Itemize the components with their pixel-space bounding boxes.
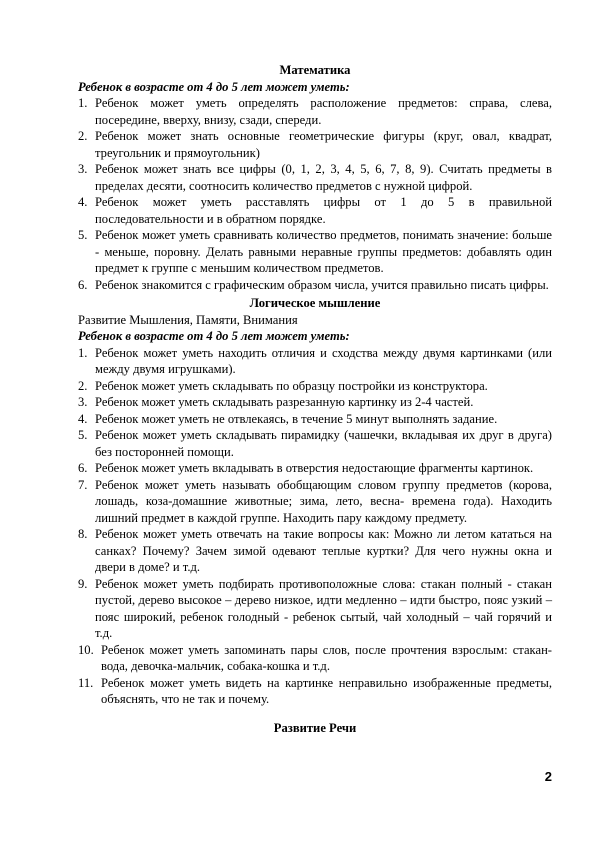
list-item-number: 6. [78,277,88,292]
logic-list-item [78,460,552,477]
logic-list-item [78,427,552,460]
math-list-item [78,161,552,194]
list-item-number: 10. [78,642,94,657]
list-item-number: 2. [78,129,88,143]
math-list-item [78,277,552,294]
list-item-number: 5. [78,428,88,442]
logic-list-item [78,526,552,576]
list-item-text: Ребенок может уметь складывать по образцу постройки из конструктора. [95,378,488,393]
list-item-number: 7. [78,477,88,492]
list-item-text: Ребенок может знать основные геометрические фигуры (круг, овал, квадрат, треугольник и прямоугольник) [95,129,552,160]
list-item-number: 9. [78,576,88,591]
logic-list-item [78,411,552,428]
list-item-text: Ребенок может уметь складывать пирамидку (чашечки, вкладывая их друг в друга) без посторонней помощи. [95,428,552,459]
list-item-text: Ребенок может уметь видеть на картинке неправильно изображенные предметы, объяснять, что не так и почему. [101,675,552,706]
logic-list-item [78,477,552,527]
logic-list-item [78,394,552,411]
list-item-text: Ребенок может уметь называть обобщающим словом группу предметов (корова, лошадь, коза-домашние животные; зима, лето, весна- времена года). Находить лишний предмет в каждой группе. Находить пару каждому предмету. [95,477,552,525]
list-item-number: 8. [78,527,88,541]
list-item-text: Ребенок может знать все цифры (0, 1, 2, 3, 4, 5, 6, 7, 8, 9). Считать предметы в пределах десяти, соотносить количество предметов с нужной цифрой. [95,162,552,193]
list-item-text: Ребенок может уметь запоминать пары слов, после прочтения взрослым: стакан-вода, девочка-мальчик, собака-кошка и т.д. [101,642,552,673]
logic-list-item [78,345,552,378]
list-item-number: 3. [78,162,88,176]
list-item-number: 3. [78,395,88,409]
math-list-item [78,227,552,277]
list-item-number: 6. [78,461,88,475]
math-subtitle: Ребенок в возрасте от 4 до 5 лет может уметь: [78,79,350,94]
list-item-text: Ребенок может уметь определять расположение предметов: справа, слева, посередине, вверху, внизу, сзади, спереди. [95,96,552,127]
math-list-item [78,128,552,161]
logic-intro: Развитие Мышления, Памяти, Внимания [78,312,298,327]
list-item-number: 11. [78,675,94,690]
logic-title: Логическое мышление [249,296,381,310]
list-item-text: Ребенок может уметь складывать разрезанную картинку из 2-4 частей. [95,395,474,409]
list-item-text: Ребенок может уметь сравнивать количество предметов, понимать значение: больше - меньше, поровну. Делать равными неравные группы предметов: добавлять один предмет к группе с меньшим количеством предметов. [95,228,552,275]
list-item-text: Ребенок знакомится с графическим образом числа, учится правильно писать цифры. [95,277,549,292]
list-item-text: Ребенок может уметь вкладывать в отверстия недостающие фрагменты картинок. [95,461,534,475]
page-number: 2 [544,769,552,784]
list-item-number: 1. [78,345,88,360]
list-item-text: Ребенок может уметь расставлять цифры от 1 до 5 в правильной последовательности и в обратном порядке. [95,195,552,226]
math-list-item [78,194,552,227]
math-list [78,95,552,293]
list-item-text: Ребенок может уметь подбирать противоположные слова: стакан полный - стакан пустой, дерево высокое – дерево низкое, идти медленно – идти быстро, пояс узкий – пояс широкий, ребенок голодный - ребенок сытый, чай холодный – чай горячий и т.д. [95,576,552,640]
math-title: Математика [279,63,351,77]
list-item-text: Ребенок может уметь находить отличия и сходства между двумя картинками (или между двумя игрушками). [95,345,552,376]
list-item-text: Ребенок может уметь не отвлекаясь, в течение 5 минут выполнять задание. [95,411,498,426]
list-item-number: 4. [78,195,88,209]
logic-list-item [78,642,552,675]
list-item-number: 2. [78,378,88,393]
logic-list-item [78,576,552,642]
logic-subtitle: Ребенок в возрасте от 4 до 5 лет может уметь: [78,329,350,343]
document-page [78,62,552,736]
math-list-item [78,95,552,128]
logic-list [78,345,552,708]
logic-list-item [78,675,552,708]
list-item-number: 5. [78,228,88,242]
logic-list-item [78,378,552,395]
speech-title: Развитие Речи [273,720,357,735]
list-item-number: 4. [78,411,88,426]
list-item-number: 1. [78,96,88,110]
list-item-text: Ребенок может уметь отвечать на такие вопросы как: Можно ли летом кататься на санках? Почему? Зачем зимой одевают теплые куртки? Для чего нужны окна и двери в доме? и т.д. [95,527,552,574]
